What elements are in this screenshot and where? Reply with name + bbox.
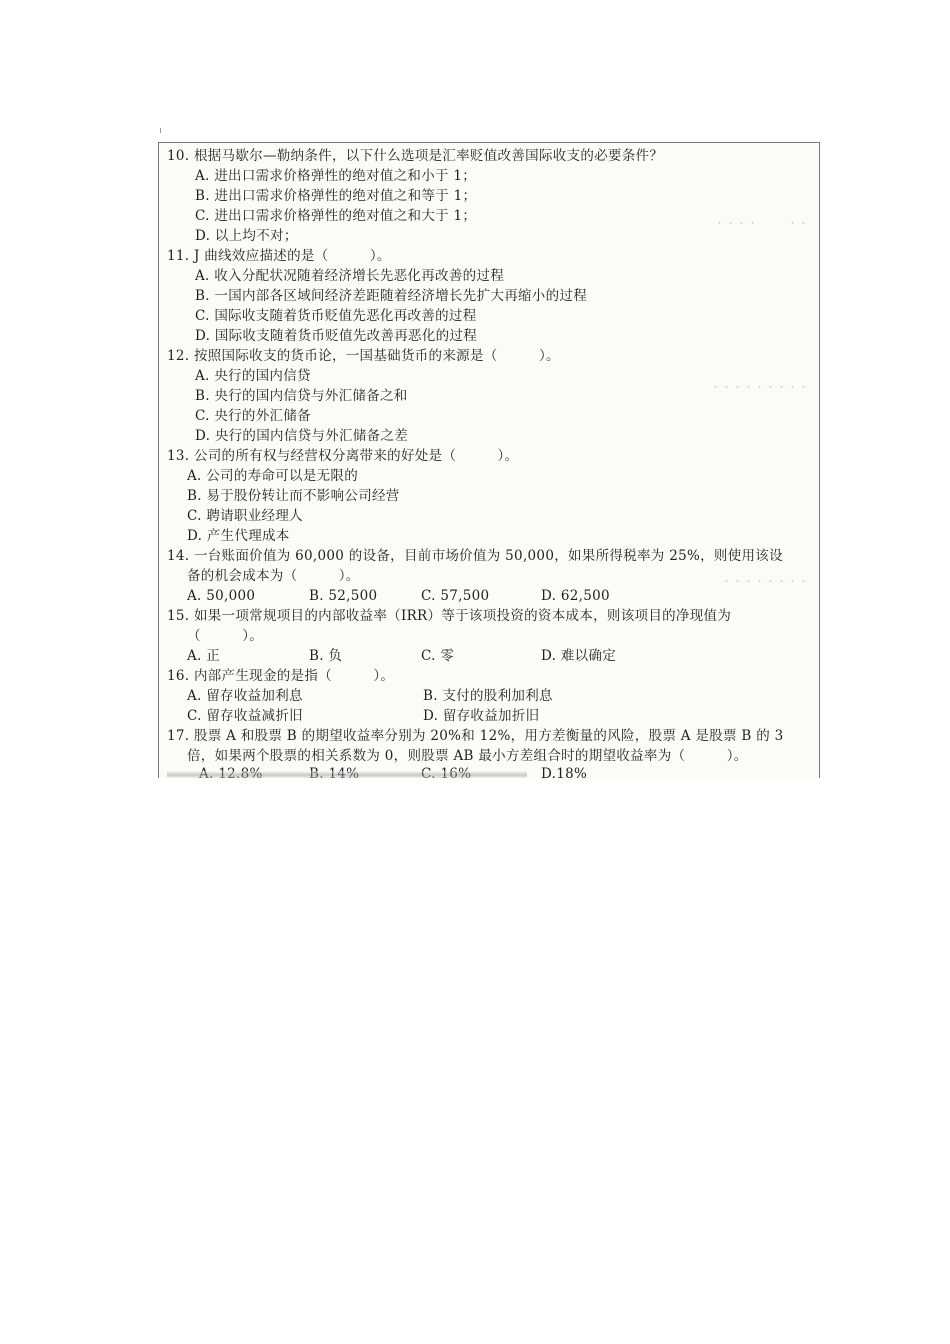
question-13-text: 13. 公司的所有权与经营权分离带来的好处是（ ）。 bbox=[167, 448, 519, 464]
question-14-option-c: C. 57,500 bbox=[421, 588, 490, 604]
question-16-option-c: C. 留存收益减折旧 bbox=[187, 708, 303, 724]
scan-mark bbox=[160, 128, 161, 133]
question-15-text-cont: （ ）。 bbox=[187, 628, 264, 644]
question-14-text-cont: 备的机会成本为（ ）。 bbox=[187, 568, 360, 584]
question-11-text: 11. J 曲线效应描述的是（ ）。 bbox=[167, 248, 391, 264]
question-17-option-b: B. 14% bbox=[309, 766, 360, 778]
question-17-option-d: D.18% bbox=[541, 766, 588, 778]
question-10-option-c: C. 进出口需求价格弹性的绝对值之和大于 1； bbox=[195, 208, 477, 224]
bleed-through-text: ・・・・・・・・ bbox=[721, 575, 809, 588]
question-14-text: 14. 一台账面价值为 60,000 的设备，目前市场价值为 50,000，如果所得税率为 25%，则使用该设 bbox=[167, 548, 783, 564]
question-11-option-d: D. 国际收支随着货币贬值先改善再恶化的过程 bbox=[195, 328, 478, 344]
cropped-next-line bbox=[167, 771, 527, 778]
question-16-option-a: A. 留存收益加利息 bbox=[187, 688, 303, 704]
question-10-text: 10. 根据马歇尔—勒纳条件，以下什么选项是汇率贬值改善国际收支的必要条件？ bbox=[167, 148, 664, 164]
question-14-option-b: B. 52,500 bbox=[309, 588, 378, 604]
question-16-option-b: B. 支付的股利加利息 bbox=[423, 688, 553, 704]
question-15-option-a: A. 正 bbox=[187, 648, 221, 664]
question-13-option-d: D. 产生代理成本 bbox=[187, 528, 290, 544]
question-17-option-a: A. 12.8% bbox=[199, 766, 263, 778]
question-12-text: 12. 按照国际收支的货币论，一国基础货币的来源是（ ）。 bbox=[167, 348, 560, 364]
question-15-option-b: B. 负 bbox=[309, 648, 343, 664]
bleed-through-text: ・・・・・・・・・ bbox=[710, 381, 809, 394]
question-15-option-d: D. 难以确定 bbox=[541, 648, 617, 664]
question-12-option-a: A. 央行的国内信贷 bbox=[195, 368, 311, 384]
question-13-option-b: B. 易于股份转让而不影响公司经营 bbox=[187, 488, 400, 504]
question-11-option-c: C. 国际收支随着货币贬值先恶化再改善的过程 bbox=[195, 308, 477, 324]
question-11-option-a: A. 收入分配状况随着经济增长先恶化再改善的过程 bbox=[195, 268, 505, 284]
question-17-text: 17. 股票 A 和股票 B 的期望收益率分别为 20%和 12%，用方差衡量的风险，股票 A 是股票 B 的 3 bbox=[167, 728, 784, 744]
question-11-option-b: B. 一国内部各区域间经济差距随着经济增长先扩大再缩小的过程 bbox=[195, 288, 588, 304]
question-16-option-d: D. 留存收益加折旧 bbox=[423, 708, 540, 724]
question-10-option-d: D. 以上均不对； bbox=[195, 228, 298, 244]
question-15-option-c: C. 零 bbox=[421, 648, 455, 664]
question-14-option-d: D. 62,500 bbox=[541, 588, 610, 604]
question-13-option-c: C. 聘请职业经理人 bbox=[187, 508, 303, 524]
question-17-text-cont: 倍，如果两个股票的相关系数为 0，则股票 AB 最小方差组合时的期望收益率为（ ）。 bbox=[187, 748, 748, 764]
question-12-option-b: B. 央行的国内信贷与外汇储备之和 bbox=[195, 388, 408, 404]
question-15-text: 15. 如果一项常规项目的内部收益率（IRR）等于该项投资的资本成本，则该项目的净现值为 bbox=[167, 608, 732, 624]
question-list bbox=[159, 143, 819, 778]
question-13-option-a: A. 公司的寿命可以是无限的 bbox=[187, 468, 359, 484]
bleed-through-text: ・・・・ ・・ bbox=[714, 217, 809, 230]
question-12-option-d: D. 央行的国内信贷与外汇储备之差 bbox=[195, 428, 409, 444]
question-12-option-c: C. 央行的外汇储备 bbox=[195, 408, 311, 424]
question-14-option-a: A. 50,000 bbox=[187, 588, 256, 604]
question-10-option-a: A. 进出口需求价格弹性的绝对值之和小于 1； bbox=[195, 168, 477, 184]
question-10-option-b: B. 进出口需求价格弹性的绝对值之和等于 1； bbox=[195, 188, 477, 204]
scanned-exam-page bbox=[158, 142, 820, 778]
question-17-option-c: C. 16% bbox=[421, 766, 472, 778]
question-16-text: 16. 内部产生现金的是指（ ）。 bbox=[167, 668, 395, 684]
